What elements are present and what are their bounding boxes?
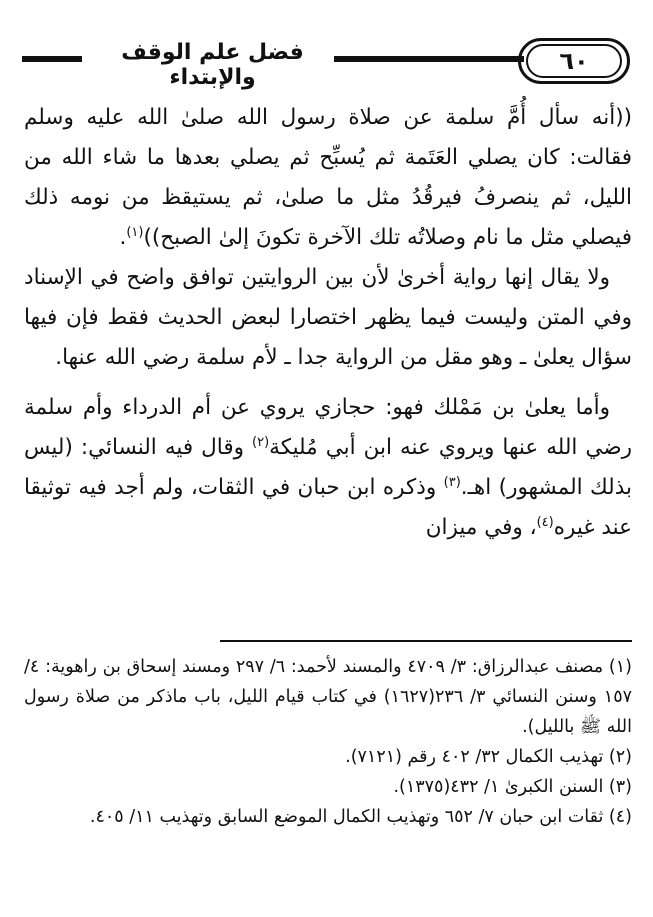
page-number-badge xyxy=(518,38,630,84)
footnote-ref-3[interactable]: (٣) xyxy=(443,474,461,490)
header-rule-middle xyxy=(334,56,524,62)
footnote-3: (٣) السنن الكبرىٰ ١/ ٤٣٢(١٣٧٥). xyxy=(393,777,632,797)
footnote-ref-1[interactable]: (١) xyxy=(126,224,144,240)
footnotes xyxy=(24,652,632,832)
footnote-1: (١) مصنف عبدالرزاق: ٣/ ٤٧٠٩ والمسند لأحمد: ٦/ ٢٩٧ ومسند إسحاق بن راهوية: ٤/ ١٥٧ وسنن النسائي ٣/ ٢٣٦(١٦٢٧) في كتاب قيام الليل، باب ماذكر من صلاة رسول الله ﷺ بالليل). xyxy=(24,657,632,737)
footnote-ref-2[interactable]: (٢) xyxy=(252,434,270,450)
page-header xyxy=(22,38,630,88)
paragraph-3: وأما يعلىٰ بن مَمْلك فهو: حجازي يروي عن أم الدرداء وأم سلمة رضي الله عنها ويروي عنه ابن أبي مُليكة$^{(٢)}$ وقال فيه النسائي: (ليس بذلك المشهور) اهـ.$^{(٣)}$ وذكره ابن حبان في الثقات، ولم أجد فيه توثيقا عند غيره$^{(٤)}$، وفي ميزان xyxy=(24,395,632,540)
page-number: ٦٠ xyxy=(526,44,622,78)
paragraph-1: ((أنه سأل أُمَّ سلمة عن صلاة رسول الله صلىٰ الله عليه وسلم فقالت: كان يصلي العَتَمة ثم يُسبِّح ثم يصلي بعدها ما شاء الله من الليل، ثم ينصرفُ فيرقُدُ مثل ما صلىٰ، ثم يستيقظ من نومه ذلك فيصلي مثل ما نام وصلاتُه تلك الآخرة تكونَ إلىٰ الصبح))$^{(١)}$. xyxy=(24,105,632,250)
running-title: فضل علم الوقف والإبتداء xyxy=(121,40,304,90)
footnote-2: (٢) تهذيب الكمال ٣٢/ ٤٠٢ رقم (٧١٢١). xyxy=(345,747,632,767)
footnote-4: (٤) ثقات ابن حبان ٧/ ٦٥٢ وتهذيب الكمال الموضع السابق وتهذيب ١١/ ٤٠٥. xyxy=(89,807,632,827)
paragraph-2: ولا يقال إنها رواية أخرىٰ لأن بين الروايتين توافق واضح في الإسناد وفي المتن وليست فيما يظهر اختصارا لبعض الحديث فقط فإن فيها سؤال يعلىٰ ـ وهو مقل من الرواية جدا ـ لأم سلمة رضي الله عنها. xyxy=(24,265,632,370)
main-text xyxy=(24,98,632,548)
footnote-divider xyxy=(220,640,632,642)
footnote-ref-4[interactable]: (٤) xyxy=(536,514,554,530)
header-rule-left xyxy=(22,56,82,62)
